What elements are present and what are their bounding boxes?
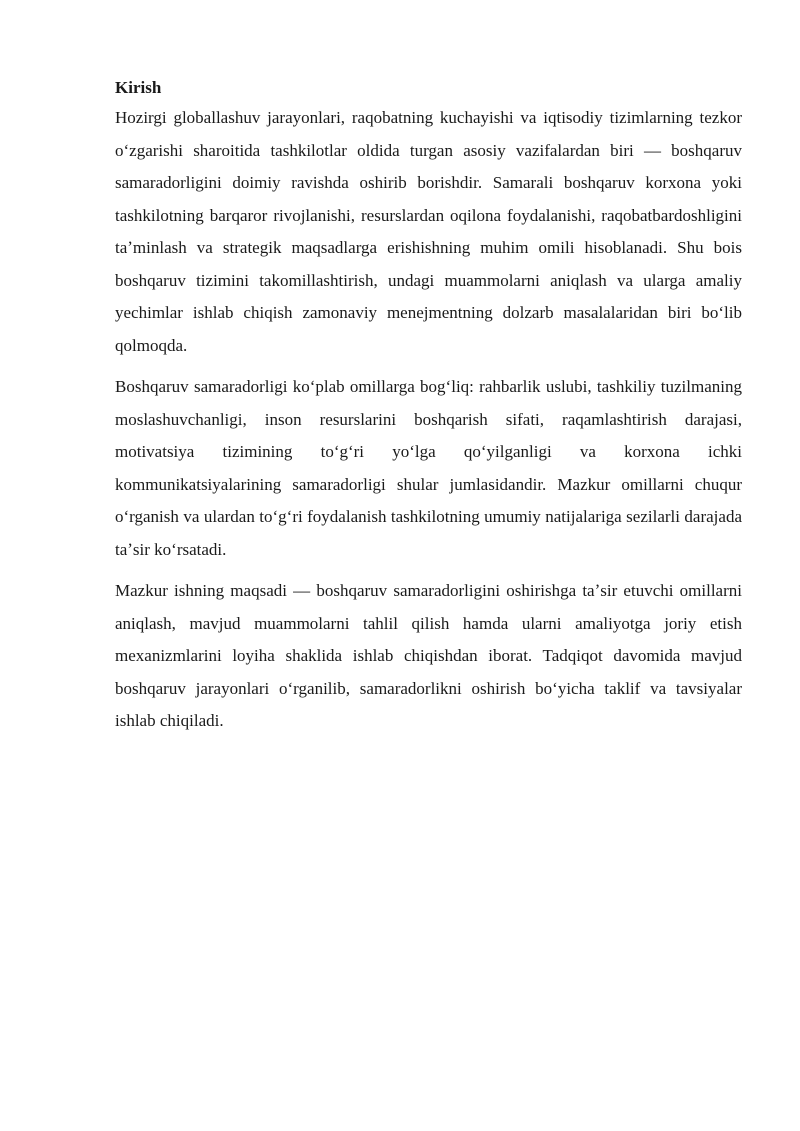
section-heading: Kirish — [115, 78, 162, 97]
paragraph-goal: Mazkur ishning maqsadi — boshqaruv samaradorligini oshirishga taʼsir etuvchi omillarni aniqlash, mavjud muammolarni tahlil qilish hamda ularni amaliyotga joriy etish mexanizmlarini loyiha shaklida ishlab chiqishdan iborat. Tadqiqot davomida mavjud boshqaruv jarayonlari oʻrganilib, samaradorlikni oshirish boʻyicha taklif va tavsiyalar ishlab chiqiladi. — [115, 581, 742, 730]
document-page — [115, 74, 742, 747]
paragraph-factors: Boshqaruv samaradorligi koʻplab omillarga bogʻliq: rahbarlik uslubi, tashkiliy tuzilmaning moslashuvchanligi, inson resurslarini boshqarish sifati, raqamlashtirish darajasi, motivatsiya tizimining toʻgʻri yoʻlga qoʻyilganligi va korxona ichki kommunikatsiyalarining samaradorligi shular jumlasidandir. Mazkur omillarni chuqur oʻrganish va ulardan toʻgʻri foydalanish tashkilotning umumiy natijalariga sezilarli darajada taʼsir koʻrsatadi. — [115, 377, 742, 559]
paragraph-intro: Hozirgi globallashuv jarayonlari, raqobatning kuchayishi va iqtisodiy tizimlarning tezkor oʻzgarishi sharoitida tashkilotlar oldida turgan asosiy vazifalardan biri — boshqaruv samaradorligini doimiy ravishda oshirib borishdir. Samarali boshqaruv korxona yoki tashkilotning barqaror rivojlanishi, resurslardan oqilona foydalanishi, raqobatbardoshligini taʼminlash va strategik maqsadlarga erishishning muhim omili hisoblanadi. Shu bois boshqaruv tizimini takomillashtirish, undagi muammolarni aniqlash va ularga amaliy yechimlar ishlab chiqish zamonaviy menejmentning dolzarb masalalaridan biri boʻlib qolmoqda. — [115, 108, 742, 355]
